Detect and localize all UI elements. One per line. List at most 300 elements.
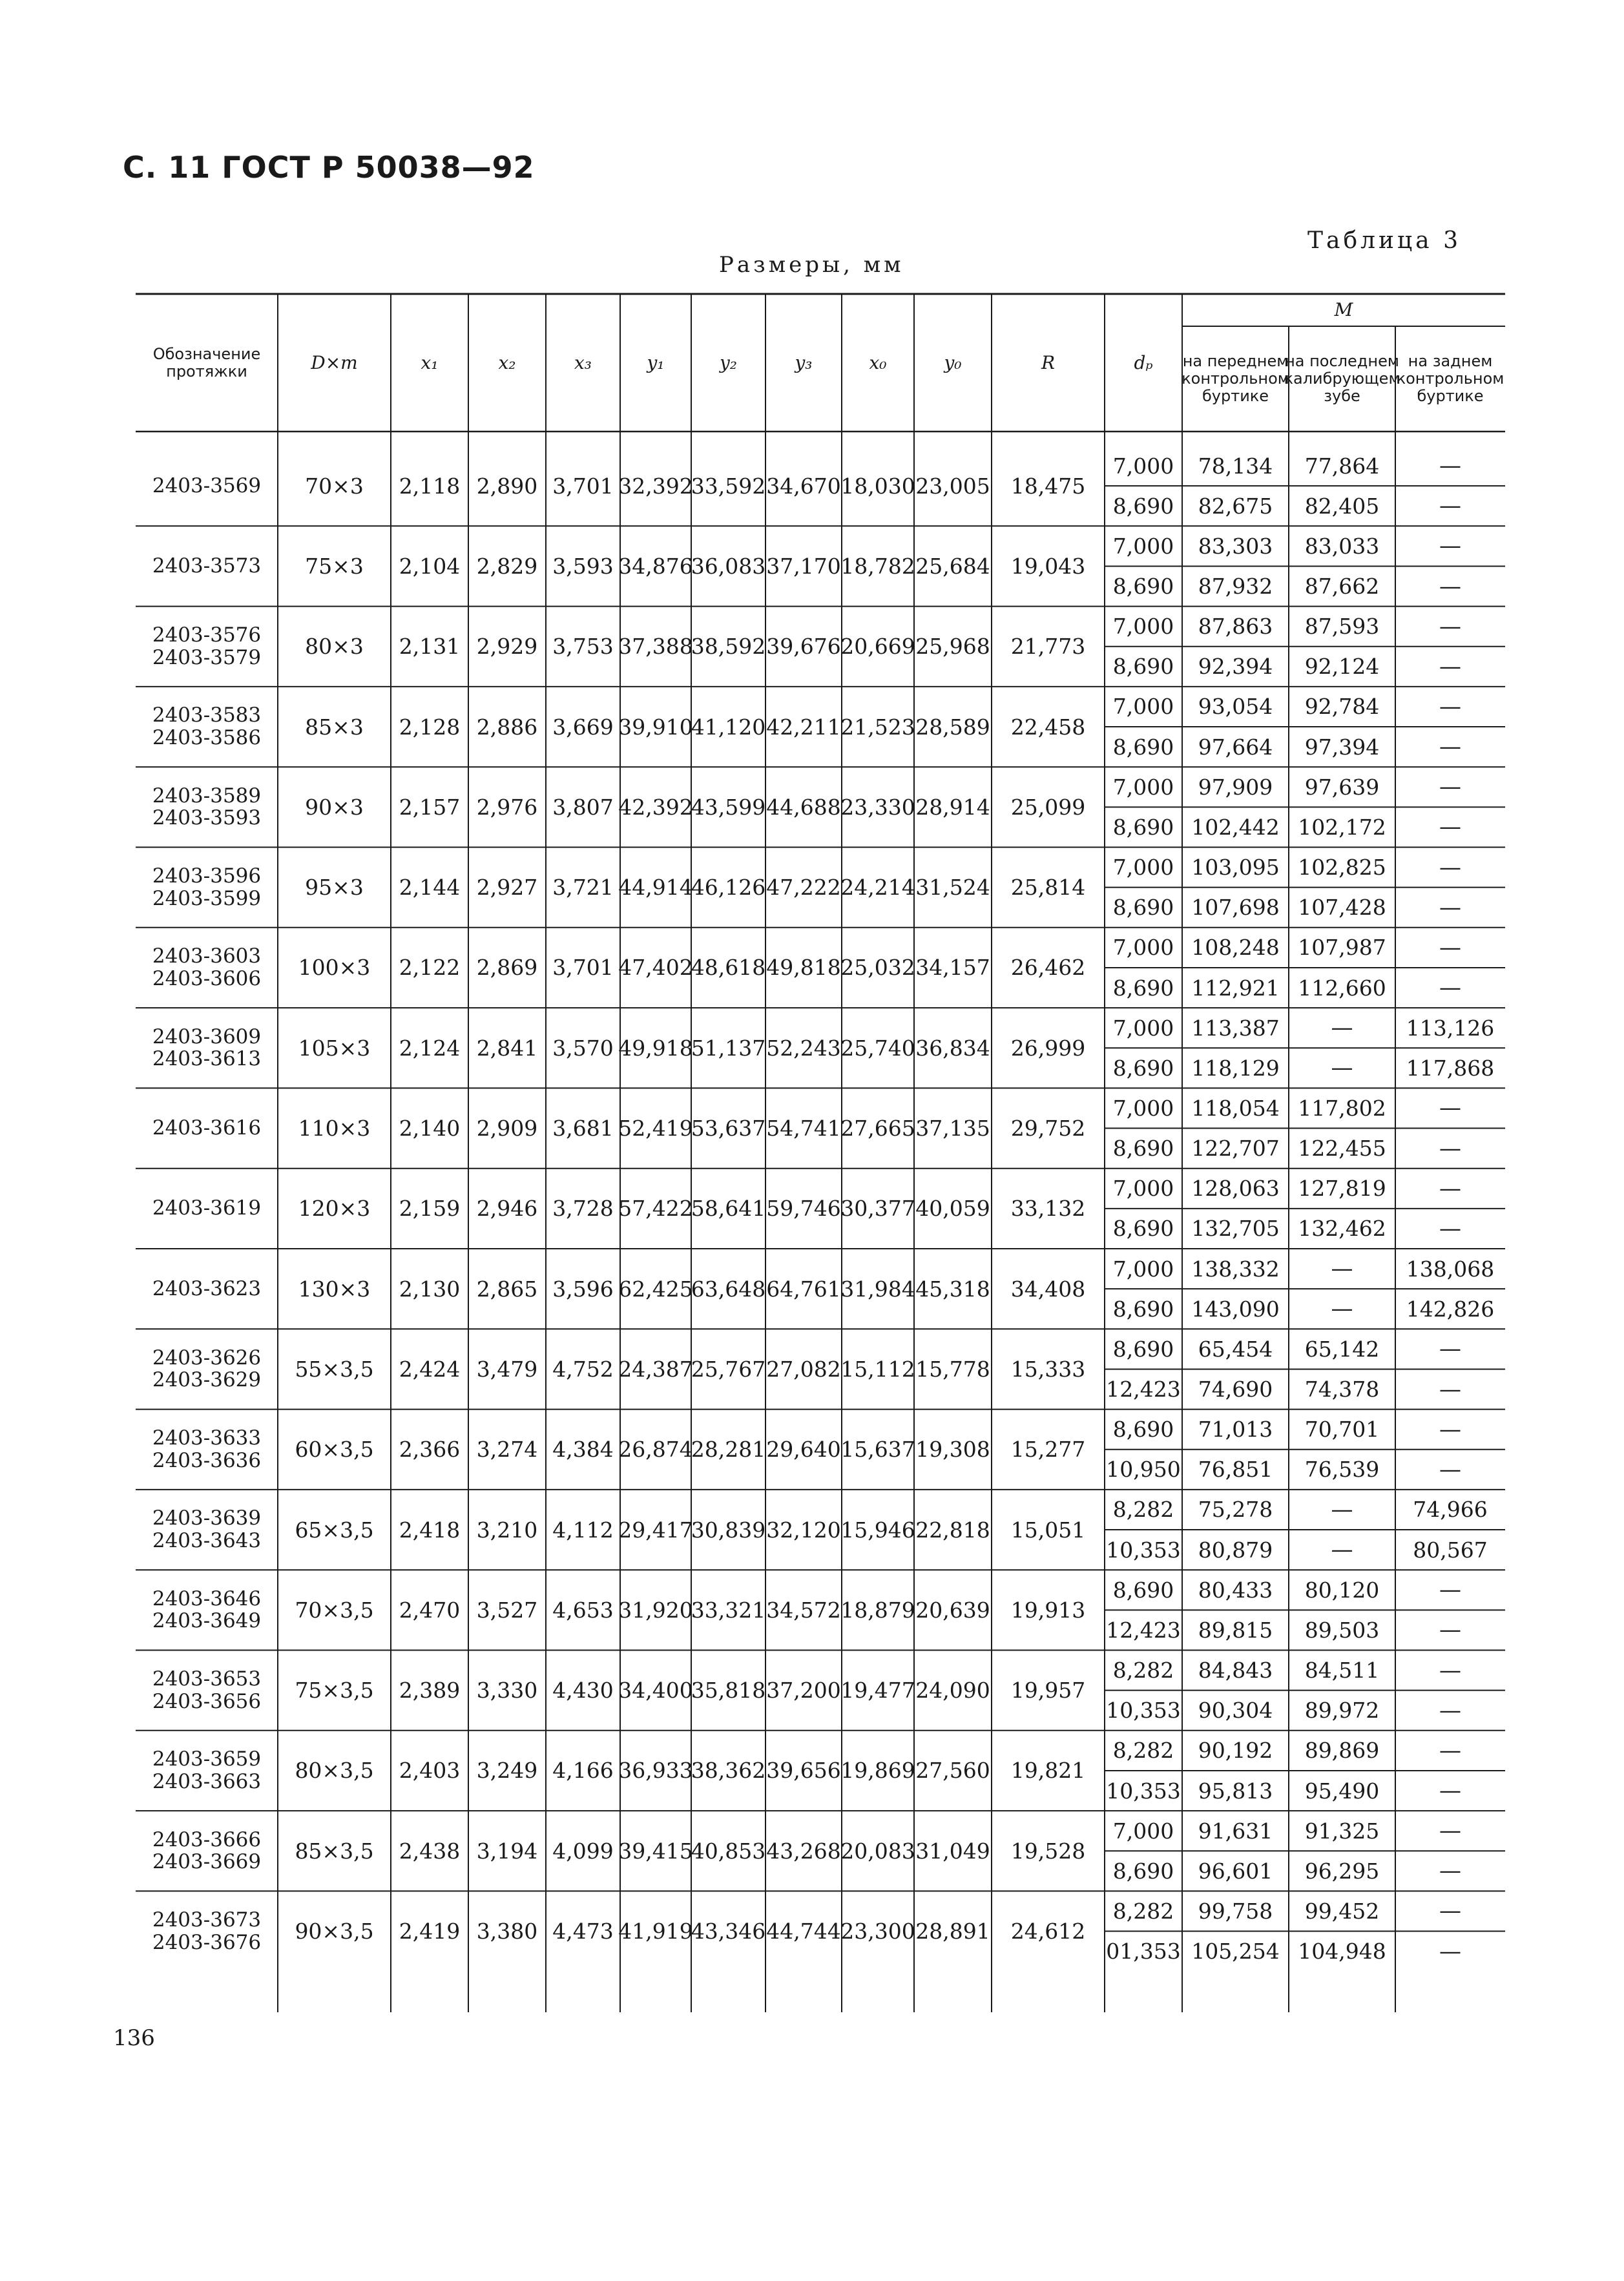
- cell-dp: 8,282: [1112, 1738, 1174, 1764]
- designation-cell: [136, 1570, 278, 1650]
- cell-dxm: 80×3: [305, 634, 364, 660]
- cell-dxm: 70×3,5: [295, 1597, 374, 1623]
- cell-m-front: 108,248: [1191, 935, 1280, 961]
- cell-x1: 2,418: [399, 1517, 461, 1543]
- cell-y3: 64,761: [766, 1276, 841, 1302]
- cell-m-last: 84,511: [1304, 1658, 1380, 1683]
- cell-m-rear: —: [1439, 1215, 1461, 1242]
- designation-code: 2403-3669: [152, 1850, 262, 1874]
- cell-y0: 19,308: [915, 1437, 990, 1463]
- cell-y0: 20,639: [915, 1597, 990, 1623]
- cell-dxm: 95×3: [305, 875, 364, 901]
- cell-dp: 8,690: [1112, 1858, 1174, 1884]
- cell-m-front: 132,705: [1191, 1216, 1280, 1242]
- designation-code: 2403-3656: [152, 1689, 262, 1713]
- cell-x1: 2,157: [399, 794, 461, 820]
- cell-x0: 25,740: [840, 1035, 915, 1061]
- cell-m-rear: —: [1439, 1336, 1461, 1362]
- cell-m-rear: —: [1439, 894, 1461, 921]
- designation-code: 2403-3616: [152, 1116, 262, 1140]
- cell-dxm: 90×3,5: [295, 1919, 374, 1944]
- cell-m-last: 77,864: [1304, 453, 1380, 479]
- column-header-y1: y₁: [647, 351, 665, 373]
- designation-code: 2403-3583: [152, 703, 262, 727]
- designation-code: 2403-3639: [152, 1506, 262, 1530]
- cell-y0: 31,049: [915, 1838, 990, 1864]
- cell-m-front: 87,863: [1198, 614, 1273, 640]
- cell-y2: 25,767: [691, 1356, 766, 1382]
- cell-m-rear: —: [1439, 1416, 1461, 1443]
- cell-m-last: 102,825: [1298, 855, 1386, 880]
- cell-m-last: 76,539: [1304, 1457, 1380, 1483]
- cell-y0: 31,524: [915, 875, 990, 901]
- designation-code: 2403-3576: [152, 623, 262, 647]
- column-header-x0: x₀: [869, 351, 887, 373]
- designation-cell: [136, 526, 278, 606]
- cell-dp: 8,690: [1112, 1055, 1174, 1081]
- cell-y1: 39,415: [618, 1838, 693, 1864]
- cell-y2: 40,853: [691, 1838, 766, 1864]
- designation-code: 2403-3653: [152, 1667, 262, 1691]
- cell-y2: 30,839: [691, 1517, 766, 1543]
- cell-y3: 43,268: [766, 1838, 841, 1864]
- cell-m-last: 74,378: [1304, 1377, 1380, 1402]
- cell-dp: 8,690: [1112, 895, 1174, 921]
- cell-dp: 8,690: [1112, 493, 1174, 519]
- cell-y3: 29,640: [766, 1437, 841, 1463]
- cell-dp: 8,690: [1112, 814, 1174, 840]
- column-header-m-rear: на заднем контрольном буртике: [1396, 352, 1504, 405]
- cell-dp: 7,000: [1112, 1095, 1174, 1121]
- cell-dp: 10,353: [1106, 1698, 1181, 1724]
- cell-x3: 3,596: [552, 1276, 614, 1302]
- cell-y1: 44,914: [618, 875, 693, 901]
- cell-y2: 36,083: [691, 553, 766, 579]
- cell-dp: 7,000: [1112, 694, 1174, 720]
- cell-x0: 21,523: [840, 714, 915, 740]
- cell-y3: 27,082: [766, 1356, 841, 1382]
- cell-x0: 23,330: [840, 794, 915, 820]
- column-header-m-last: на последнем калибрующем зубе: [1284, 352, 1400, 405]
- cell-m-front: 107,698: [1191, 895, 1280, 921]
- cell-y1: 31,920: [618, 1597, 693, 1623]
- designation-cell: [136, 1169, 278, 1249]
- cell-dp: 8,282: [1112, 1497, 1174, 1523]
- cell-x3: 3,728: [552, 1196, 614, 1222]
- cell-m-front: 143,090: [1191, 1296, 1280, 1322]
- cell-dxm: 110×3: [298, 1116, 371, 1141]
- cell-x1: 2,118: [399, 473, 461, 499]
- cell-x3: 3,721: [552, 875, 614, 901]
- cell-m-rear: 142,826: [1406, 1296, 1495, 1322]
- designation-code: 2403-3629: [152, 1368, 262, 1392]
- cell-m-last: 91,325: [1304, 1818, 1380, 1844]
- cell-y3: 44,688: [766, 794, 841, 820]
- column-header-y2: y₂: [719, 351, 738, 373]
- cell-x0: 20,669: [840, 634, 915, 660]
- cell-dxm: 80×3,5: [295, 1758, 374, 1784]
- cell-y1: 34,400: [618, 1678, 693, 1703]
- cell-y3: 39,656: [766, 1758, 841, 1784]
- cell-x2: 2,946: [476, 1196, 538, 1222]
- column-header-M: M: [1334, 299, 1353, 320]
- cell-dxm: 65×3,5: [295, 1517, 374, 1543]
- cell-m-front: 102,442: [1191, 814, 1280, 840]
- cell-y3: 47,222: [766, 875, 841, 901]
- cell-x0: 27,665: [840, 1116, 915, 1141]
- cell-m-front: 90,304: [1198, 1698, 1273, 1724]
- designation-code: 2403-3636: [152, 1448, 262, 1472]
- cell-R: 15,277: [1010, 1437, 1086, 1463]
- designation-code: 2403-3666: [152, 1828, 262, 1851]
- cell-dxm: 85×3: [305, 714, 364, 740]
- cell-dxm: 85×3,5: [295, 1838, 374, 1864]
- cell-m-front: 113,387: [1191, 1015, 1280, 1041]
- cell-dp: 10,353: [1106, 1537, 1181, 1563]
- cell-m-front: 75,278: [1198, 1497, 1273, 1523]
- cell-m-last: 89,503: [1304, 1617, 1380, 1643]
- cell-m-last: 87,593: [1304, 614, 1380, 640]
- cell-m-front: 78,134: [1198, 453, 1273, 479]
- cell-x0: 18,879: [840, 1597, 915, 1623]
- cell-x2: 3,380: [476, 1919, 538, 1944]
- cell-dp: 7,000: [1112, 453, 1174, 479]
- cell-R: 19,528: [1010, 1838, 1086, 1864]
- cell-x1: 2,470: [399, 1597, 461, 1623]
- designation-cell: [136, 848, 278, 928]
- designation-code: 2403-3606: [152, 966, 262, 990]
- cell-x1: 2,104: [399, 553, 461, 579]
- cell-R: 34,408: [1010, 1276, 1086, 1302]
- cell-m-rear: 113,126: [1406, 1015, 1495, 1041]
- cell-dp: 8,282: [1112, 1658, 1174, 1683]
- cell-R: 25,099: [1010, 794, 1086, 820]
- cell-x1: 2,438: [399, 1838, 461, 1864]
- cell-x1: 2,159: [399, 1196, 461, 1222]
- cell-dp: 7,000: [1112, 855, 1174, 880]
- cell-m-rear: —: [1439, 1938, 1461, 1964]
- cell-m-last: 82,405: [1304, 493, 1380, 519]
- cell-m-last: —: [1331, 1055, 1353, 1081]
- designation-code: 2403-3579: [152, 645, 262, 669]
- cell-m-last: 70,701: [1304, 1417, 1380, 1443]
- cell-m-front: 89,815: [1198, 1617, 1273, 1643]
- cell-dp: 8,690: [1112, 975, 1174, 1001]
- cell-dp: 10,950: [1106, 1457, 1181, 1483]
- designation-cell: [136, 1651, 278, 1731]
- designation-cell: [136, 446, 278, 526]
- cell-R: 19,821: [1010, 1758, 1086, 1784]
- cell-m-last: 83,033: [1304, 533, 1380, 559]
- cell-y2: 58,641: [691, 1196, 766, 1222]
- cell-y2: 63,648: [691, 1276, 766, 1302]
- cell-y0: 28,914: [915, 794, 990, 820]
- cell-y1: 39,910: [618, 714, 693, 740]
- cell-dp: 7,000: [1112, 1176, 1174, 1202]
- cell-dp: 7,000: [1112, 1256, 1174, 1282]
- designation-code: 2403-3646: [152, 1587, 262, 1610]
- cell-x0: 24,214: [840, 875, 915, 901]
- cell-m-rear: —: [1439, 653, 1461, 680]
- cell-dp: 8,690: [1112, 1136, 1174, 1161]
- cell-x0: 19,477: [840, 1678, 915, 1703]
- cell-y2: 46,126: [691, 875, 766, 901]
- cell-x2: 3,249: [476, 1758, 538, 1784]
- cell-m-last: —: [1331, 1015, 1353, 1041]
- cell-m-front: 96,601: [1198, 1858, 1273, 1884]
- cell-y1: 57,422: [618, 1196, 693, 1222]
- designation-cell: [136, 928, 278, 1008]
- column-header-x1: x₁: [421, 351, 439, 373]
- cell-x0: 30,377: [840, 1196, 915, 1222]
- cell-dp: 7,000: [1112, 774, 1174, 800]
- cell-m-front: 65,454: [1198, 1336, 1273, 1362]
- cell-y2: 43,346: [691, 1919, 766, 1944]
- cell-dp: 7,000: [1112, 614, 1174, 640]
- cell-y2: 38,592: [691, 634, 766, 660]
- designation-code: 2403-3659: [152, 1747, 262, 1771]
- cell-dp: 10,353: [1106, 1778, 1181, 1804]
- cell-m-last: 97,639: [1304, 774, 1380, 800]
- designation-cell: [136, 1008, 278, 1088]
- cell-y0: 27,560: [915, 1758, 990, 1784]
- cell-y1: 32,392: [618, 473, 693, 499]
- cell-x3: 4,653: [552, 1597, 614, 1623]
- page-header: С. 11 ГОСТ Р 50038—92: [123, 150, 535, 185]
- cell-R: 26,999: [1010, 1035, 1086, 1061]
- cell-y1: 47,402: [618, 955, 693, 981]
- cell-m-front: 118,129: [1191, 1055, 1280, 1081]
- cell-m-last: 107,987: [1298, 935, 1386, 961]
- designation-code: 2403-3626: [152, 1346, 262, 1370]
- column-header-dp: dₚ: [1134, 351, 1153, 373]
- cell-R: 22,458: [1010, 714, 1086, 740]
- cell-R: 21,773: [1010, 634, 1086, 660]
- designation-cell: [136, 1249, 278, 1329]
- cell-y3: 37,170: [766, 553, 841, 579]
- cell-R: 33,132: [1010, 1196, 1086, 1222]
- cell-m-front: 138,332: [1191, 1256, 1280, 1282]
- designation-cell: [136, 607, 278, 687]
- cell-m-front: 95,813: [1198, 1778, 1273, 1804]
- designation-cell: [136, 687, 278, 767]
- cell-y0: 25,684: [915, 553, 990, 579]
- cell-x2: 2,929: [476, 634, 538, 660]
- cell-y2: 48,618: [691, 955, 766, 981]
- cell-x0: 19,869: [840, 1758, 915, 1784]
- cell-m-rear: —: [1439, 1577, 1461, 1603]
- cell-m-last: 112,660: [1298, 975, 1386, 1001]
- cell-m-front: 80,879: [1198, 1537, 1273, 1563]
- cell-x3: 3,681: [552, 1116, 614, 1141]
- cell-x3: 4,430: [552, 1678, 614, 1703]
- cell-dxm: 90×3: [305, 794, 364, 820]
- cell-y3: 34,670: [766, 473, 841, 499]
- cell-m-rear: —: [1439, 1617, 1461, 1643]
- cell-m-rear: —: [1439, 1737, 1461, 1764]
- cell-dxm: 100×3: [298, 955, 371, 981]
- cell-m-last: —: [1331, 1496, 1353, 1523]
- cell-x1: 2,130: [399, 1276, 461, 1302]
- designation-code: 2403-3633: [152, 1426, 262, 1450]
- cell-y2: 28,281: [691, 1437, 766, 1463]
- cell-x3: 3,701: [552, 473, 614, 499]
- designation-cell: [136, 1329, 278, 1409]
- cell-m-front: 128,063: [1191, 1176, 1280, 1202]
- cell-y3: 34,572: [766, 1597, 841, 1623]
- cell-x2: 2,865: [476, 1276, 538, 1302]
- cell-m-last: 127,819: [1298, 1176, 1386, 1202]
- cell-m-rear: —: [1439, 734, 1461, 760]
- column-header-y0: y₀: [944, 351, 962, 373]
- cell-x3: 4,112: [552, 1517, 614, 1543]
- cell-m-last: 117,802: [1298, 1095, 1386, 1121]
- cell-m-rear: 117,868: [1406, 1055, 1495, 1081]
- cell-x1: 2,124: [399, 1035, 461, 1061]
- cell-m-rear: —: [1439, 453, 1461, 479]
- cell-y1: 62,425: [618, 1276, 693, 1302]
- cell-dp: 7,000: [1112, 935, 1174, 961]
- cell-m-last: 96,295: [1304, 1858, 1380, 1884]
- cell-dp: 8,690: [1112, 574, 1174, 599]
- cell-y0: 40,059: [915, 1196, 990, 1222]
- cell-x2: 3,210: [476, 1517, 538, 1543]
- cell-x0: 15,946: [840, 1517, 915, 1543]
- cell-y0: 28,589: [915, 714, 990, 740]
- cell-x0: 15,112: [840, 1356, 915, 1382]
- cell-x3: 3,593: [552, 553, 614, 579]
- cell-x1: 2,403: [399, 1758, 461, 1784]
- cell-dxm: 55×3,5: [295, 1356, 374, 1382]
- cell-m-last: 97,394: [1304, 734, 1380, 760]
- cell-m-rear: —: [1439, 613, 1461, 640]
- cell-m-rear: —: [1439, 533, 1461, 559]
- cell-y2: 38,362: [691, 1758, 766, 1784]
- designation-code: 2403-3673: [152, 1908, 262, 1932]
- cell-y0: 25,968: [915, 634, 990, 660]
- cell-m-rear: —: [1439, 1818, 1461, 1844]
- cell-R: 25,814: [1010, 875, 1086, 901]
- cell-dp: 8,690: [1112, 1296, 1174, 1322]
- cell-x1: 2,144: [399, 875, 461, 901]
- cell-R: 29,752: [1010, 1116, 1086, 1141]
- cell-y0: 22,818: [915, 1517, 990, 1543]
- cell-y3: 49,818: [766, 955, 841, 981]
- cell-y3: 59,746: [766, 1196, 841, 1222]
- designation-code: 2403-3613: [152, 1047, 262, 1071]
- cell-R: 19,913: [1010, 1597, 1086, 1623]
- cell-x0: 18,030: [840, 473, 915, 499]
- cell-dp: 7,000: [1112, 1015, 1174, 1041]
- cell-y1: 49,918: [618, 1035, 693, 1061]
- cell-y3: 37,200: [766, 1678, 841, 1703]
- cell-m-rear: —: [1439, 1175, 1461, 1202]
- cell-m-front: 74,690: [1198, 1377, 1273, 1402]
- cell-x0: 18,782: [840, 553, 915, 579]
- cell-y2: 35,818: [691, 1678, 766, 1703]
- cell-m-front: 103,095: [1191, 855, 1280, 880]
- cell-m-last: —: [1331, 1296, 1353, 1322]
- cell-m-rear: 138,068: [1406, 1256, 1495, 1282]
- designation-code: 2403-3663: [152, 1769, 262, 1793]
- cell-y3: 32,120: [766, 1517, 841, 1543]
- cell-x1: 2,389: [399, 1678, 461, 1703]
- cell-dp: 8,282: [1112, 1898, 1174, 1924]
- cell-x1: 2,128: [399, 714, 461, 740]
- cell-x2: 3,527: [476, 1597, 538, 1623]
- cell-dp: 8,690: [1112, 1417, 1174, 1443]
- page-number: 136: [113, 2025, 155, 2051]
- cell-R: 18,475: [1010, 473, 1086, 499]
- column-header-dxm: D×m: [311, 351, 358, 373]
- cell-x3: 3,669: [552, 714, 614, 740]
- cell-m-last: 92,124: [1304, 654, 1380, 680]
- cell-x1: 2,366: [399, 1437, 461, 1463]
- cell-y3: 52,243: [766, 1035, 841, 1061]
- cell-x3: 4,752: [552, 1356, 614, 1382]
- cell-x2: 3,330: [476, 1678, 538, 1703]
- cell-y0: 36,834: [915, 1035, 990, 1061]
- units-label: Размеры, мм: [719, 252, 904, 278]
- cell-x2: 2,976: [476, 794, 538, 820]
- cell-m-rear: —: [1439, 1376, 1461, 1402]
- cell-dxm: 105×3: [298, 1035, 371, 1061]
- cell-y1: 24,387: [618, 1356, 693, 1382]
- cell-m-last: 122,455: [1298, 1136, 1386, 1161]
- cell-y1: 29,417: [618, 1517, 693, 1543]
- cell-x3: 3,753: [552, 634, 614, 660]
- cell-m-front: 97,909: [1198, 774, 1273, 800]
- cell-R: 26,462: [1010, 955, 1086, 981]
- cell-x3: 4,473: [552, 1919, 614, 1944]
- cell-y2: 51,137: [691, 1035, 766, 1061]
- cell-x0: 31,984: [840, 1276, 915, 1302]
- cell-m-rear: —: [1439, 693, 1461, 720]
- cell-m-front: 105,254: [1191, 1939, 1280, 1964]
- cell-y0: 28,891: [915, 1919, 990, 1944]
- cell-dp: 8,690: [1112, 734, 1174, 760]
- cell-m-last: 99,452: [1304, 1898, 1380, 1924]
- cell-y1: 26,874: [618, 1437, 693, 1463]
- cell-x2: 2,890: [476, 473, 538, 499]
- cell-x2: 3,479: [476, 1356, 538, 1382]
- designation-code: 2403-3569: [152, 474, 262, 497]
- cell-m-rear: —: [1439, 1456, 1461, 1483]
- designation-code: 2403-3643: [152, 1529, 262, 1553]
- designation-cell: [136, 1088, 278, 1168]
- cell-x3: 4,166: [552, 1758, 614, 1784]
- designation-code: 2403-3593: [152, 806, 262, 830]
- column-header-designation: Обозначение протяжки: [152, 344, 261, 380]
- cell-y2: 33,321: [691, 1597, 766, 1623]
- cell-y1: 42,392: [618, 794, 693, 820]
- designation-code: 2403-3589: [152, 784, 262, 807]
- designation-code: 2403-3609: [152, 1025, 262, 1048]
- cell-x3: 3,570: [552, 1035, 614, 1061]
- cell-dp: 01,353: [1106, 1939, 1181, 1964]
- cell-R: 19,957: [1010, 1678, 1086, 1703]
- cell-x1: 2,424: [399, 1356, 461, 1382]
- cell-dxm: 60×3,5: [295, 1437, 374, 1463]
- cell-m-rear: —: [1439, 1657, 1461, 1683]
- cell-m-last: —: [1331, 1537, 1353, 1563]
- cell-m-last: 87,662: [1304, 574, 1380, 599]
- cell-R: 24,612: [1010, 1919, 1086, 1944]
- cell-dxm: 130×3: [298, 1276, 371, 1302]
- designation-code: 2403-3603: [152, 944, 262, 968]
- designation-code: 2403-3586: [152, 726, 262, 750]
- cell-x2: 2,829: [476, 553, 538, 579]
